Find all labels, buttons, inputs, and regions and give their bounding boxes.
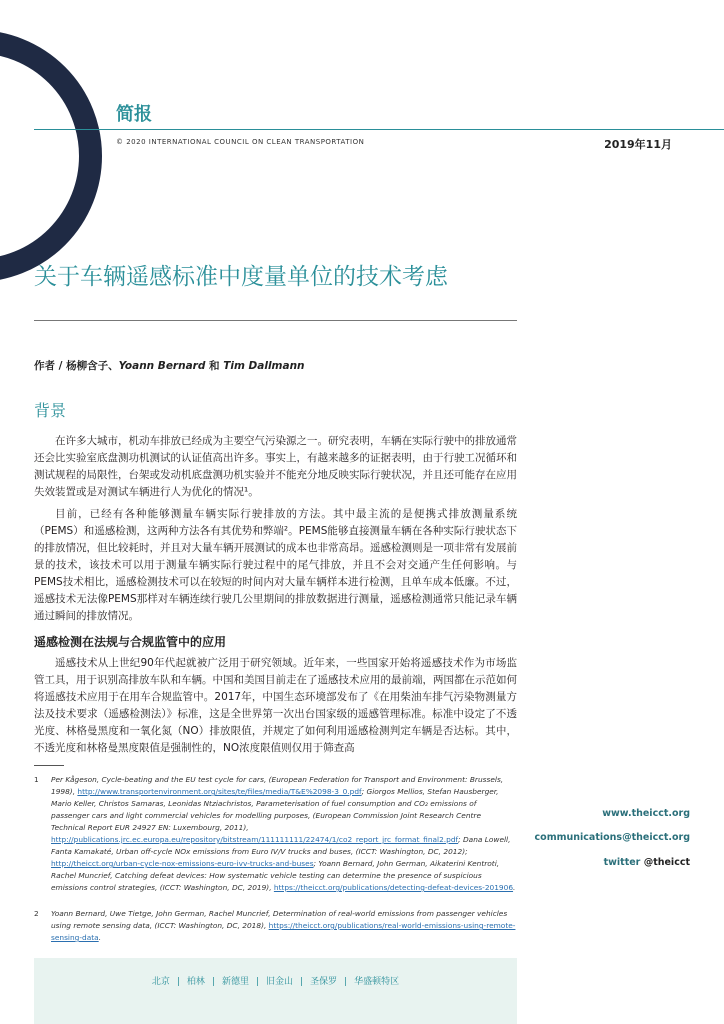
footnote-link[interactable]: http://publications.jrc.ec.europa.eu/repository/bitstream/111111111/22474/1/co2_report_jrc_format_final2.pdf — [51, 835, 459, 844]
footnote — [34, 908, 517, 944]
decorative-arc — [0, 30, 102, 282]
body-paragraph: 目前，已经有各种能够测量车辆实际行驶排放的方法。其中最主流的是便携式排放测量系统（PEMS）和遥感检测，这两种方法各有其优势和弊端²。PEMS能够直接测量车辆在各种实际行驶状态下的排放情况，但比较耗时，并且对大量车辆开展测试的成本也非常高昂。遥感检测则是一项非常有发展前景的技术，该技术可以用于测量车辆实际行驶过程中的尾气排放，并且不会对交通产生任何影响。与PEMS技术相比，遥感检测技术可以在较短的时间内对大量车辆样本进行检测，且单车成本低廉。不过，遥感技术无法像PEMS那样对车辆连续行驶几公里期间的排放数据进行测量，遥感检测通常只能记录车辆通过瞬间的排放情况。 — [34, 508, 517, 622]
footnote-rule — [34, 765, 64, 766]
office-separator: | — [300, 977, 304, 987]
body-paragraph: 遥感技术从上世纪90年代起就被广泛用于研究领域。近年来，一些国家开始将遥感技术作为市场监管工具，用于识别高排放车队和车辆。中国和美国目前走在了遥感技术应用的最前端，两国都在示范如何将遥感技术应用于在用车合规监管中。2017年，中国生态环境部发布了《在用柴油车排气污染物测量方法及技术要求（遥感检测法）》标准，这是全世界第一次出台国家级的遥感管理标准。标准中设定了不透光度、林格曼黑度和一氧化氮（NO）排放限值，并规定了如何利用遥感检测判定车辆是否达标。其中，不透光度和林格曼黑度限值是强制性的，NO浓度限值则仅用于筛查高 — [34, 657, 517, 754]
footnote-segment: ; Dana Lowell, Fanta Kamakaté, Urban off-cycle NOx emissions from Euro IV/V trucks and buses, (ICCT: Washington, DC, 2012); — [51, 835, 511, 856]
office-item: 旧金山 — [266, 977, 294, 987]
office-item: 圣保罗 — [310, 977, 338, 987]
body-paragraph: 在许多大城市，机动车排放已经成为主要空气污染源之一。研究表明，车辆在实际行驶中的排放通常还会比实验室底盘测功机测试的认证值高出许多。事实上，有越来越多的证据表明，由于行驶工况循环和测试规程的局限性，台架或发动机底盘测功机实验并不能充分地反映实际行驶状况，并且还可能存在应用失效装置或是对测试车辆进行人为优化的情况¹。 — [34, 435, 517, 498]
author-line — [34, 358, 305, 373]
website-link[interactable]: www.theicct.org — [602, 808, 690, 819]
footnote-text — [51, 908, 517, 944]
office-separator: | — [211, 977, 215, 987]
author-name-2: Tim Dallmann — [223, 360, 305, 372]
office-item: 柏林 — [186, 977, 205, 987]
footnote — [34, 774, 517, 894]
office-item: 华盛顿特区 — [354, 977, 400, 987]
section-subheading: 遥感检测在法规与合规监管中的应用 — [34, 635, 227, 649]
office-separator: | — [255, 977, 260, 987]
footnote-link[interactable]: https://theicct.org/publications/detecting-defeat-devices-201906 — [273, 883, 514, 892]
footnote-segment: . — [98, 933, 102, 942]
twitter-label: twitter — [603, 857, 641, 868]
title-rule — [34, 320, 517, 321]
header-rule — [34, 129, 724, 130]
section-heading-background: 背景 — [34, 401, 67, 420]
footnote-number: 1 — [34, 775, 39, 784]
document-title: 关于车辆遥感标准中度量单位的技术考虑 — [34, 264, 448, 290]
email-link[interactable]: communications@theicct.org — [534, 832, 690, 843]
office-item: 北京 — [151, 977, 170, 987]
copyright-notice: © 2020 INTERNATIONAL COUNCIL ON CLEAN TRANSPORTATION — [116, 138, 365, 146]
footer-band — [34, 958, 517, 1024]
author-name-1: Yoann Bernard — [118, 360, 206, 372]
footnote-link[interactable]: https://theicct.org/publications/real-world-emissions-using-remote-sensing-data — [51, 921, 516, 942]
author-prefix: 作者 / 杨柳含子、 — [34, 360, 119, 372]
footnote-segment: ; Giorgos Mellios, Stefan Hausberger, Mario Keller, Christos Samaras, Leonidas Ntziachristos, Parameterisation of fuel consumption and CO₂ emissions of passenger cars and light commercial vehicles for modelling purposes, (European Commission Joint Research Centre Technical Report EUR 24927 EN: Luxembourg, 2011), — [51, 787, 499, 832]
footnote-segment: Yoann Bernard, Uwe Tietge, John German, Rachel Muncrief, Determination of real-world emissions from passenger vehicles using remote sensing data, (ICCT: Washington, DC, 2018), — [51, 909, 508, 930]
footnote-text — [51, 774, 517, 894]
office-list — [34, 974, 517, 987]
office-separator: | — [344, 977, 348, 987]
footnote-number: 2 — [34, 909, 39, 918]
footnote-segment: ; Yoann Bernard, John German, Aikaterini Kentroti, Rachel Muncrief, Catching defeat devices: How systematic vehicle testing can determine the presence of suspicious emissions control strategies, (ICCT: Washington, DC, 2019), — [51, 859, 500, 892]
twitter-handle: @theicct — [643, 857, 690, 868]
footnote-segment: . — [513, 883, 516, 892]
footnote-segment: Per Kågeson, Cycle-beating and the EU test cycle for cars, (European Federation for Transport and Environment: Brussels, 1998), — [51, 775, 504, 796]
footnote-link[interactable]: http://www.transportenvironment.org/sites/te/files/media/T&E%2098-3_0.pdf — [77, 787, 362, 796]
footnote-link[interactable]: http://theicct.org/urban-cycle-nox-emissions-euro-ivv-trucks-and-buses — [51, 859, 314, 868]
author-conj: 和 — [205, 360, 224, 372]
office-separator: | — [176, 977, 180, 987]
brief-label: 简报 — [116, 104, 152, 125]
twitter-link[interactable] — [490, 857, 690, 868]
publication-date: 2019年11月 — [604, 138, 672, 151]
office-item: 新德里 — [221, 977, 249, 987]
